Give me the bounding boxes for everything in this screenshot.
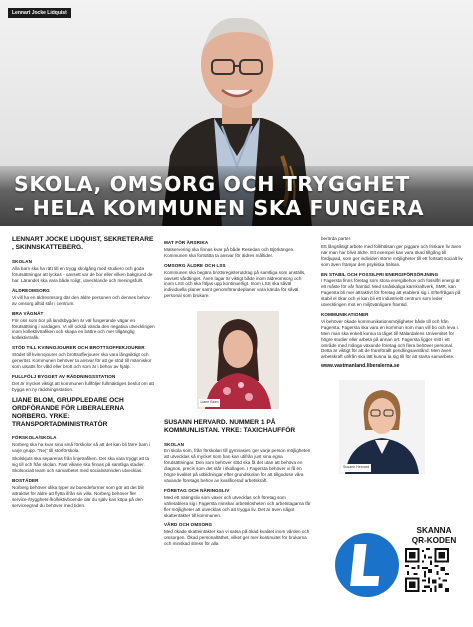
heading-forskola: FÖRSKOLA/SKOLA [12, 435, 57, 441]
byline-liane: LIANE BLOM, GRUPPLEDARE OCH ORDFÖRANDE FÖR LIBERALERNA NORBERG. YRKE: TRANSPORTADMINISTRATÖR [12, 396, 124, 429]
text-forskola: Norberg ska ha kvar sina små förskolor så att det kan bli färre barn i varje grupp. "Nej" till storförskola. [12, 442, 151, 454]
text-vard: Med ökade skatteintäkter kan vi satsa på ökad kvalitet inom vården och omsorgen. Ökad personaltäthet, vilket ger mer kontinuitet för brukarna och minskad stress för alla [164, 529, 310, 547]
hero-section [0, 0, 473, 226]
heading-foretag: FÖRETAG OCH NÄRINGSLIV [164, 487, 230, 493]
heading-mat: MAT FÖR ÄRSRIKA [164, 240, 209, 245]
column-1 [12, 236, 155, 510]
hero-photo-caption: Lennart Jocke Lidquist [8, 8, 71, 18]
portrait-susann [339, 380, 425, 474]
text-raddningsstation: Det är mycket viktigt att kommunen fullföljer fullmäktiges beslut om att bygga en ny räddningsstation. [12, 380, 154, 392]
qr-code-icon[interactable] [405, 548, 449, 592]
text-aldreomsorg: Vi vill ha en äldreomsorg där den äldre personen och dennes behov av omsorg alltid står i centrum. [12, 294, 150, 306]
text-foretag: Med ett näringsliv som växer och utvecklas och företag som välretablera sig i Fagersta minskar arbetslösheten och arbetstagarna får fler möjligheter att utvecklas och att trygga liv. Det är även något skattentäkter till kommunen. [164, 494, 311, 518]
text-skolan-2: En skola som, från förskolan till gymnasiet, ger varje person möjligheten att utvecklas så mycket som han kan utifrån just sina egna förutsättningar. Den som behöver stöd ska få det utan att behöva en diagnos, precis som det står i skollagen. I Fagersta behöver vi få en högre kvalitet på utbildningar efter grundskolan för att tillgodose våra växande företags behov av kvalificerad arbetskraft. [164, 448, 311, 483]
heading-raddningsstation: FULLFÖLJ BYGGET AV RÄDDNINGSSTATION [12, 373, 116, 379]
column-2 [164, 236, 311, 549]
liberalerna-l-icon [347, 540, 387, 590]
headline [0, 166, 473, 226]
byline-lennart: LENNART JOCKE LIDQUIST, SEKRETERARE , SKINNSKATTEBERG. [12, 236, 154, 252]
heading-skolan-2: SKOLAN [164, 441, 184, 447]
text-lead: berörda parter. [321, 236, 352, 241]
headline-line-1: SKOLA, OMSORG OCH TRYGGHET [14, 172, 410, 196]
heading-skolan: SKOLAN [12, 259, 32, 265]
scan-label-line-1: SKANNA [416, 526, 452, 535]
text-mat: Matservering ska finnas kvar på både Resedan och Björkängen. Kommunen ska fortsätta ta ansvar för äldres måltider. [164, 246, 295, 258]
heading-kommunikationer: KOMMUNIKATIONER [321, 311, 369, 317]
heading-kvinnojourer: STÖD TILL KVINNOJOURER OCH BROTTSOFFERJOURER [12, 345, 145, 351]
text-kommunikationer: Vi behöver ökade kommunikationsmöjligheter både till och från Fagersta. Fagersta ska vara en kommun som man vill bo och leva i. Men man ska enkelt kunna ta tåget till Mälardalens Universitet för högre studier eller arbeta på annan ort. Fagersta ligger mitt i ett område med många växande företag och flera behöver personal. Detta är viktigt för att de framförallt pendlingsavstånd. Men även arbetskraft utifrån ska lätt kunna ta sig till för att starta samarbete. [321, 318, 459, 360]
website-link[interactable]: www.vastmanland.liberalerna.se [321, 363, 400, 370]
scan-label [405, 526, 463, 545]
portrait-liane [197, 311, 279, 409]
text-folkhalsa: Ett långsiktigt arbete med folkhälsan ger piggare och friskare liv även när man har blivit äldre. Ett exempel kan vara ökad tillgång till fördjupad, som ger individen större möjligheter till ett fortsatt socialt liv som även främjar den psykiska hälsan. [321, 243, 463, 267]
text-skolan: Alla barn ska ha rätt till en trygg skolgång med studiero och goda förutsättningar att lyckas - oavsett var de bor eller vilken bakgrund de har. Lärandet ska vara både roligt, utvecklande och meningsfullt. [12, 266, 153, 284]
heading-vagnat: BRA VÅGNÄT [12, 310, 44, 316]
text-kvinnojourer: Stödet till kvinnojourer och brottsofferjourer ska vara långsiktigt och generöst. Kommunen behöver ta ansvar för att ge stöd till människor som utsatts för våld eller brott och som är i behov av hjälp. [12, 352, 152, 369]
heading-bostader: BOSTÄDER [12, 477, 39, 483]
text-energi: I Fagersta finns företag som stora energibehov och fossilfri energi är ett måste för vår framtid. Med småskaliga kärnkraftverk, SMR, kan Fagersta bli mer attraktivt för företag att etablera sig i. Efterfrågan på stabil el ökar och vi kan bli ett industrieltt centrum som leder utvecklingen mot en miljövänligare framtid. [321, 278, 461, 308]
heading-aldreomsorg: ÄLDREOMSORG [12, 288, 50, 294]
column-3 [321, 236, 463, 480]
portrait-susann-image [339, 380, 425, 474]
text-skolskjuts: Skolskjuts ska separeras från linjetrafiken. Det ska vara tryggt att ta sig till och från skolan. Fast vikarie ska finnas på samtliga stadier. Skolsocialt team och samarbetet med socialnämnden utvecklas. [12, 456, 150, 473]
text-bostader: Norberg behöver olika typer av boendeformer som gör att det blir attraktivt för äldre att flytta ifrån sin villa. Norberg behöver fler service-/trygghets-/kollektivboende där du själv kan köpa på den serviceegrad du behöver med tiden. [12, 484, 145, 508]
text-vagnat: För oss som bor på landsbygden är väl fungerande vägar en förutsättning i vardagen. Vi vill också vända den negativa utvecklingen inom kollektivtrafiken och skapa en bättre och mer tillgänglig kollektivtrafik. [12, 317, 155, 341]
byline-susann: SUSANN HERVARD. NUMMER 1 PÅ KOMMUNLISTAN. YRKE: TAXICHAUFFÖR [164, 419, 296, 435]
scan-label-line-2: QR-KODEN [411, 535, 457, 545]
photo-caption-susann: Susann Hervard [341, 464, 371, 472]
headline-line-2: – HELA KOMMUNEN SKA FUNGERA [14, 196, 425, 220]
portrait-liane-image [197, 311, 279, 409]
heading-omsorg-lss: OMSORG ÄLDRE OCH LSS [164, 262, 226, 268]
heading-energi: EN STABIL OCH FOSSILFRI ENERGIFÖRSÖRJNING [321, 271, 439, 277]
text-omsorg-lss: Kommunen ska begära brottsregisterutdrag på samtliga som anställs, oavsett vårdtinget. Även lagar är viktigt både inom äldreomsorg och inom LSS och ska följas upp kontinuerligt. Inom LSS ska såväl individuella planer samt genomförandeplaner vara kända för såväl personal som brukare. [164, 269, 306, 299]
heading-vard: VÅRD OCH OMSORG [164, 522, 213, 528]
photo-caption-liane: Liane Blom [199, 399, 221, 407]
